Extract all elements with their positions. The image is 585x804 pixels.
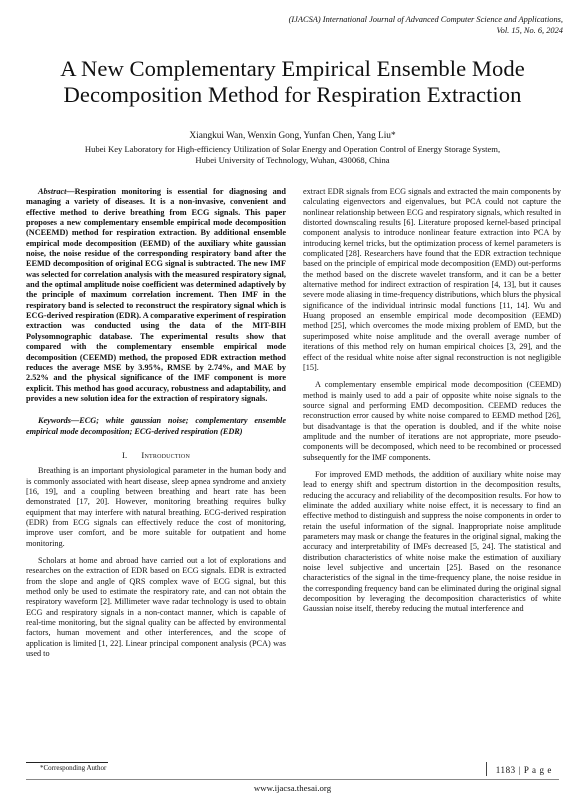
abstract-label: Abstract— xyxy=(38,187,75,196)
corresponding-author-footnote: *Corresponding Author xyxy=(40,764,107,772)
footer-divider xyxy=(26,779,559,780)
intro-paragraph-1: Breathing is an important physiological parameter in the human body and is commonly associated with heart disease, sleep apnea syndrome and anxiety [16, 19], and a coupling between breathing and heart rate has been demonstrated [17, 20]. However, monitoring breathing requires bulky equipment that may interfere with natural breathing. ECG-derived respiration (EDR) from ECG signals can effectively reduce the cost of monitoring, improve user comfort, and be more suitable for outpatient and home monitoring. xyxy=(26,466,286,548)
section-number: I. xyxy=(121,449,128,460)
right-column xyxy=(303,187,561,622)
abstract-text: Respiration monitoring is essential for diagnosing and managing a variety of diseases. It is a non-invasive, convenient and effective method to derive breathing from ECG signals. This paper proposes a new complementary ensemble empirical mode decomposition (NCEEMD) method for respiration extraction. By additional ensemble empirical mode decomposition (EEMD) of the auxiliary white gaussian noise, the noise residue of the corresponding respiratory band after the EEMD decomposition of original ECG signal is subtracted. The new IMF was selected for correlation analysis with the measured respiratory signal, and the optimal amplitude noise coefficient was determined adaptively by the principle of maximum correlation increment. Then IMF in the respiratory band is selected to reconstruct the respiratory signal which is ECG-derived respiration (EDR). A comparative experiment of respiration extraction was conducted using the data of the MIT-BIH Polysomnographic database. The experimental results show that compared with the complementary ensemble empirical mode decomposition (CEEMD) method, the proposed EDR extraction method reduces the average MSE by 3.95%, RMSE by 2.74%, and MAE by 2.52% and the physical significance of the IMF component is more explicit. This method has good accuracy, robustness and adaptability, and provides a new solution idea for the extraction of respiratory signals. xyxy=(26,187,286,403)
abstract xyxy=(26,187,286,404)
keywords-text: ECG; white gaussian noise; complementary ensemble empirical mode decomposition; ECG-derived respiration (EDR) xyxy=(26,416,286,436)
left-column xyxy=(26,187,286,666)
section-heading-introduction xyxy=(26,450,286,460)
affiliation xyxy=(20,144,565,167)
paper-title xyxy=(20,56,565,108)
author-list: Xiangkui Wan, Wenxin Gong, Yunfan Chen, Yang Liu* xyxy=(189,131,396,141)
journal-header xyxy=(223,15,563,36)
footnote-divider xyxy=(26,762,108,763)
right-paragraph-3: For improved EMD methods, the addition of auxiliary white noise may lead to energy shift and spectrum distortion in the decomposition results, reducing the accuracy and reliability of the decomposition results. For how to eliminate the added auxiliary white noise effect, it is necessary to find an effective method to distinguish and suppress the noise components in order to retain the useful information of the signal. Inappropriate noise amplitude parameters may mask or change the features in the original signal, making the accuracy and interpretability of IMFs decreased [5, 24]. The statistical and distribution characteristics of white noise make the estimation of auxiliary noise level subjective and uncertain [25]. Based on the resonance characteristics of the signal in the time-frequency plane, the noise residue in the corresponding frequency band can be eliminated during the original signal decomposition by leveraging the decomposition characteristics of white Gaussian noise itself, thereby reducing the mutual interference and xyxy=(303,469,561,614)
paper-title-line-2: Decomposition Method for Respiration Extraction xyxy=(63,82,522,107)
right-paragraph-1: extract EDR signals from ECG signals and extracted the main components by calculating eigenvectors and eigenvalues, but PCA could not capture the nonlinear relationship between ECG and respiratory signals, which resulted in distorted downscaling results [6]. Literature proposed kernel-based principal component analysis to introduce nonlinear feature extraction into PCA by introducing kernel tricks, but the optimization process of kernel parameters is complicated [28]. Researchers have found that the EDR extraction technique based on the principle of empirical mode decomposition (EMD) out-performs the method based on the discrete wavelet transform, and it can be a better alternative method for indirect extraction of respiration [4, 13], but it causes severe mode aliasing in time-frequency distributions, which blurs the physical significance of the individual intrinsic modal functions [11, 14]. Wu and Huang proposed an ensemble empirical mode decomposition (EEMD) method [25], which overcomes the mode mixing problem of EMD, but the superimposed white noise amplitude and the overall average number of iterations of this method rely on human empirical choices [3, 29], and the effect of the residual white noise after signal reconstruction is not negligible [15]. xyxy=(303,187,561,372)
intro-paragraph-2: Scholars at home and abroad have carried out a lot of explorations and researches on the extraction of EDR based on ECG signals. EDR is extracted from the slope and angle of QRS complex wave of ECG signal, but this method only be used to estimate the respiratory rate, and can not obtain the respiratory waveform [2]. Millimeter wave radar technology is used to obtain ECG and respiratory signals in a non-contact manner, which is capable of real-time monitoring, but the signal quality can be affected by environmental factors, human movement and other interferences, and the scope of application is limited [1, 22]. Linear principal component analysis (PCA) was used to xyxy=(26,556,286,659)
keywords-label: Keywords— xyxy=(38,416,80,426)
affiliation-line-1: Hubei Key Laboratory for High-efficiency Utilization of Solar Energy and Operation Control of Energy Storage System, xyxy=(84,144,501,154)
paper-title-line-1: A New Complementary Empirical Ensemble Mode xyxy=(60,56,525,81)
keywords xyxy=(26,416,286,437)
journal-volume: Vol. 15, No. 6, 2024 xyxy=(496,25,563,35)
journal-url[interactable]: www.ijacsa.thesai.org xyxy=(253,783,332,793)
affiliation-line-2: Hubei University of Technology, Wuhan, 430068, China xyxy=(195,155,390,166)
section-title: Introduction xyxy=(141,449,190,460)
right-paragraph-2: A complementary ensemble empirical mode decomposition (CEEMD) method is mainly used to add a pair of opposite white noise signals to the source signal and performing EMD decomposition. CEEMD reduces the reconstruction error caused by white noise compared to EEMD method [26], but disadvantage is that the operation is doubled, and if the white noise amplitude and the number of iterations are not appropriate, more pseudo-components will be decomposed, which need to be recombined or processed subsequently for the IMF components. xyxy=(303,380,561,462)
page-number: 1183 | P a g e xyxy=(495,765,552,775)
page-number-divider xyxy=(486,762,487,776)
journal-name: (IJACSA) International Journal of Advanced Computer Science and Applications, xyxy=(288,15,563,24)
